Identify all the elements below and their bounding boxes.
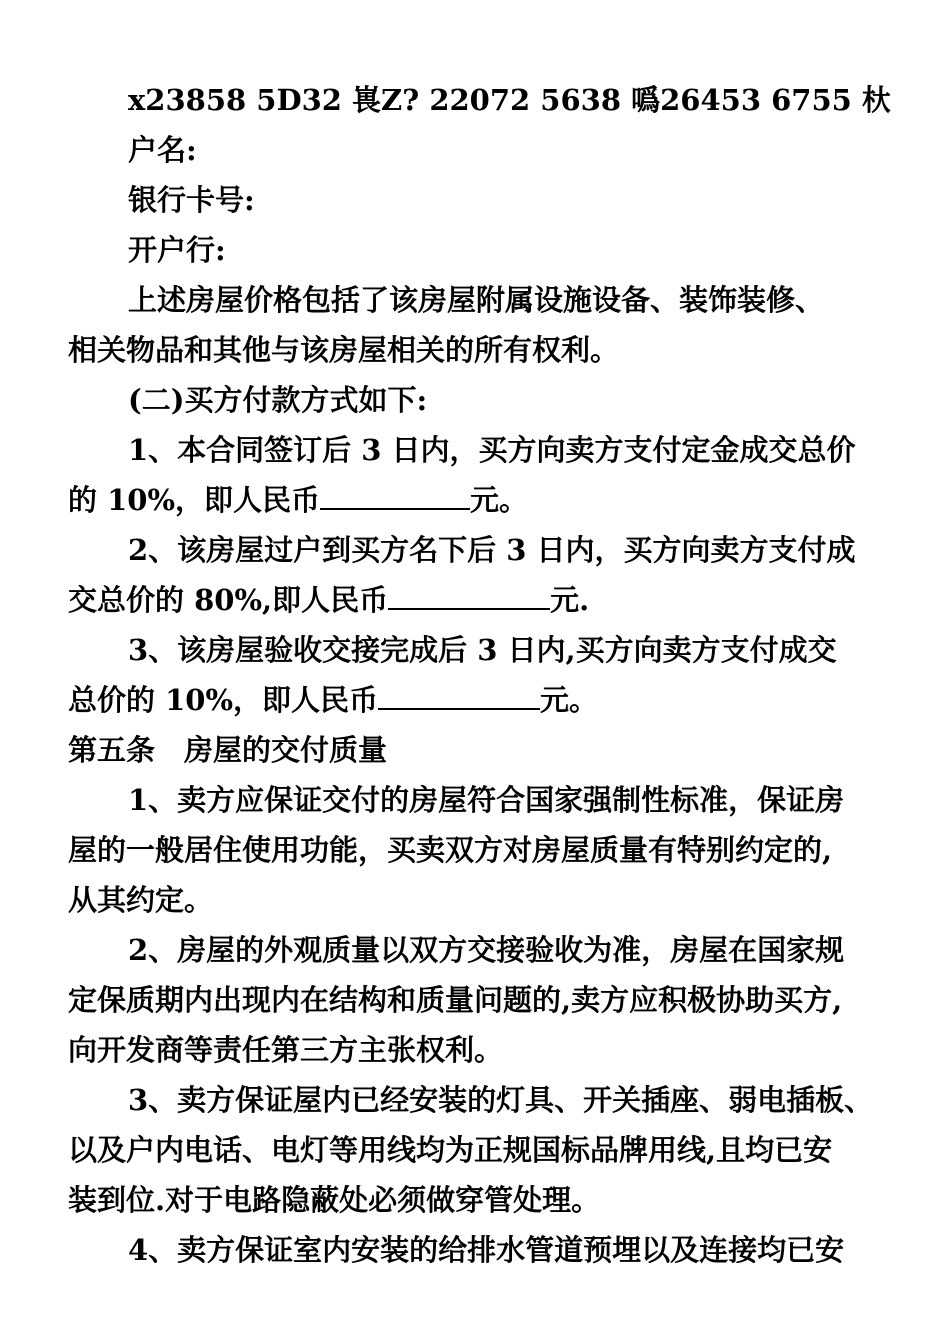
- bank-card-label: 银行卡号:: [128, 183, 255, 217]
- line-text: 交总价的 80%,即人民币: [68, 583, 389, 617]
- paragraph-line: 2、该房屋过户到买方名下后 3 日内，买方向卖方支付成: [128, 533, 856, 567]
- paragraph-line: 相关物品和其他与该房屋相关的所有权利。: [68, 333, 620, 367]
- paragraph-line: 装到位.对于电路隐蔽处必须做穿管处理。: [68, 1183, 601, 1217]
- paragraph-line: 3、卖方保证屋内已经安装的灯具、开关插座、弱电插板、: [128, 1083, 874, 1117]
- paragraph-line: 定保质期内出现内在结构和质量问题的,卖方应积极协助买方,: [68, 983, 843, 1017]
- paragraph-line: 4、卖方保证室内安装的给排水管道预埋以及连接均已安: [128, 1233, 845, 1267]
- opening-bank-label: 开户行:: [128, 233, 226, 267]
- paragraph-line: 从其约定。: [68, 883, 214, 917]
- garbled-text-line: x23858 5D32 嵔Z? 22072 5638 噅26453 6755 杕: [128, 83, 891, 117]
- paragraph-line: [68, 682, 598, 718]
- article-heading: 第五条 房屋的交付质量: [68, 733, 388, 767]
- account-name-label: 户名:: [128, 133, 197, 167]
- line-text: 元。: [470, 483, 529, 517]
- paragraph-line: 以及户内电话、电灯等用线均为正规国标品牌用线,且均已安: [68, 1133, 833, 1167]
- paragraph-line: [68, 482, 528, 518]
- line-text: 的 10%，即人民币: [68, 483, 321, 517]
- fill-in-blank: [388, 584, 550, 610]
- paragraph-line: 1、本合同签订后 3 日内，买方向卖方支付定金成交总价: [128, 433, 856, 467]
- paragraph-line: 向开发商等责任第三方主张权利。: [68, 1033, 504, 1067]
- paragraph-line: 2、房屋的外观质量以双方交接验收为准，房屋在国家规: [128, 933, 845, 967]
- paragraph-line: 1、卖方应保证交付的房屋符合国家强制性标准，保证房: [128, 783, 845, 817]
- paragraph-line: 上述房屋价格包括了该房屋附属设施设备、装饰装修、: [128, 283, 825, 317]
- fill-in-blank: [320, 484, 470, 510]
- paragraph-line: 屋的一般居住使用功能，买卖双方对房屋质量有特别约定的,: [68, 833, 833, 867]
- section-subheading: (二)买方付款方式如下:: [128, 383, 428, 417]
- line-text: 元.: [550, 583, 590, 617]
- line-text: 总价的 10%，即人民币: [68, 683, 379, 717]
- paragraph-line: 3、该房屋验收交接完成后 3 日内,买方向卖方支付成交: [128, 633, 837, 667]
- fill-in-blank: [378, 684, 540, 710]
- line-text: 元。: [540, 683, 599, 717]
- paragraph-line: [68, 582, 589, 618]
